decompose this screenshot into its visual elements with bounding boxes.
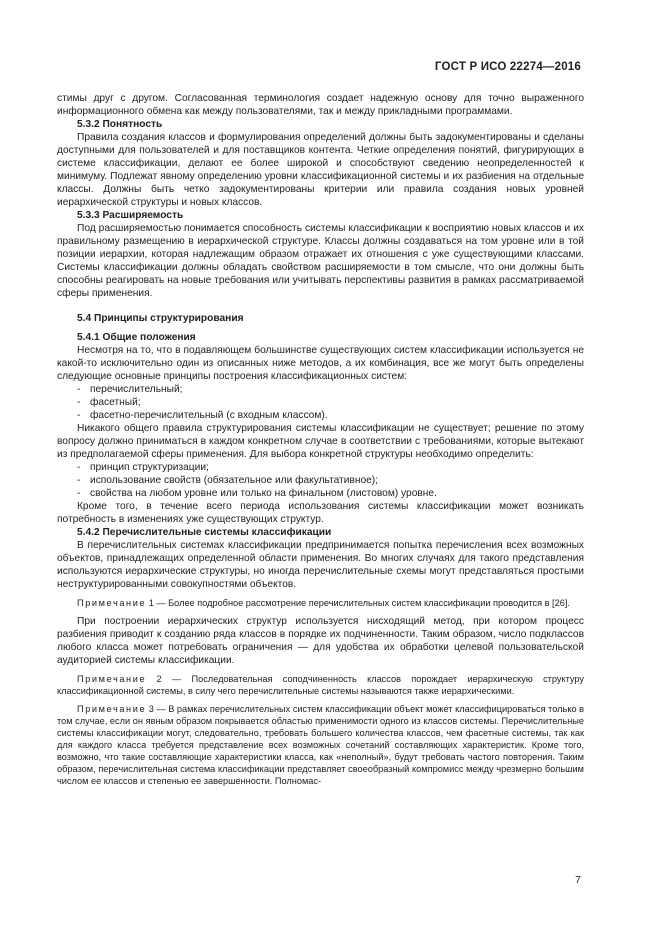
- list-item: - фасетный;: [77, 397, 141, 408]
- list-item: - использование свойств (обязательное или факультативное);: [77, 475, 379, 486]
- list-item: - принцип структуризации;: [77, 462, 209, 473]
- section-heading-5-4-2: 5.4.2 Перечислительные системы классификации: [77, 527, 332, 538]
- standard-header: ГОСТ Р ИСО 22274—2016: [434, 61, 581, 73]
- paragraph: Никакого общего правила структурирования системы классификации не существует; решение по этому вопросу должно приниматься в каждом конкретном случае в соответствии с требованиями, которые вытекают из предполагаемой сферы применения. Для выбора конкретной структуры необходимо определить:: [57, 423, 584, 460]
- structure-choice-list: [57, 461, 584, 500]
- section-heading-5-3-3: 5.3.3 Расширяемость: [77, 210, 184, 221]
- paragraph: стимы друг с другом. Согласованная терминология создает надежную основу для точно выраженного информационного обмена как между пользователями, так и между прикладными программами.: [57, 93, 584, 117]
- section-heading-5-4-1: 5.4.1 Общие положения: [77, 332, 196, 343]
- paragraph: При построении иерархических структур используется нисходящий метод, при котором процесс разбиения приводит к созданию ряда классов в порядке их подчиненности. Таким образом, число подклассов любого класса может потребовать ограничения — для удобства их обработки целевой пользовательской аудиторией системы классификации.: [57, 616, 584, 666]
- list-item: - фасетно-перечислительный (с входным классом).: [77, 410, 328, 421]
- paragraph: Под расширяемостью понимается способность системы классификации к восприятию новых классов и их правильному размещению в иерархической структуре. Классы должны создаваться на том уровне или в той позиции иерархии, которая надлежащим образом отражает их отношения с уже существующими классами. Системы классификации должны обладать свойством расширяемости в том смысле, что они должны быть способны реагировать на новые требования или учитывать перспективы развития в рамках рассматриваемой сферы применения.: [57, 223, 584, 299]
- list-item: - свойства на любом уровне или только на финальном (листовом) уровне.: [77, 488, 437, 499]
- list-item: - перечислительный;: [77, 384, 183, 395]
- paragraph: В перечислительных системах классификации предпринимается попытка перечисления всех возможных объектов, принадлежащих определенной области применения. Во многих случаях для такого представления используются иерархические структуры, но иногда перечислительные схемы могут представляться простыми неструктурированными совокупностями объектов.: [57, 540, 584, 590]
- page-body: [57, 92, 584, 793]
- section-heading-5-4: 5.4 Принципы структурирования: [77, 313, 244, 324]
- note-3: Примечание 3 — В рамках перечислительных систем классификации объект может классифицироваться только в том случае, если он явным образом покрывается областью применимости одного из классов системы. Перечислительные системы классификации могут, следовательно, требовать большего количества классов, чем фасетные системы, так как для каждого класса требуется представление всех возможных сочетаний составляющих характеристик. Кроме того, возможно, что такие составляющие характеристики класса, как «неполный», будут требовать частого повторения. Таким образом, перечислительная система классификации представляет своеобразный компромисс между чрезмерно большим числом ее классов и степенью ее завершенности. Полномас-: [57, 704, 584, 786]
- paragraph: Кроме того, в течение всего периода использования системы классификации может возникать потребность в изменениях уже существующих структур.: [57, 501, 584, 525]
- paragraph: Несмотря на то, что в подавляющем большинстве существующих систем классификации используется не какой-то исключительно один из описанных ниже методов, а их комбинация, все же могут быть определены следующие основные принципы построения классификационных систем:: [57, 345, 584, 382]
- note-1: Примечание 1 — Более подробное рассмотрение перечислительных систем классификации проводится в [26].: [77, 598, 570, 608]
- page-number: 7: [575, 874, 581, 886]
- section-heading-5-3-2: 5.3.2 Понятность: [77, 119, 163, 130]
- paragraph: Правила создания классов и формулирования определений должны быть задокументированы и сделаны доступными для пользователей и для поставщиков контента. Четкие определения понятий, фигурирующих в системе классификации, делают ее более широкой и способствуют сведению неопределенностей к минимуму. Подлежат явному определению уровни классификационной системы и их разбиения на отдельные классы. Должны быть четко задокументированы критерии или правила создания новых уровней иерархической структуры и новых классов.: [57, 132, 584, 208]
- principles-list: [57, 383, 584, 422]
- note-2: Примечание 2 — Последовательная соподчиненность классов порождает иерархическую структуру классификационной системы, в силу чего перечислительные системы называются также иерархическими.: [57, 674, 585, 696]
